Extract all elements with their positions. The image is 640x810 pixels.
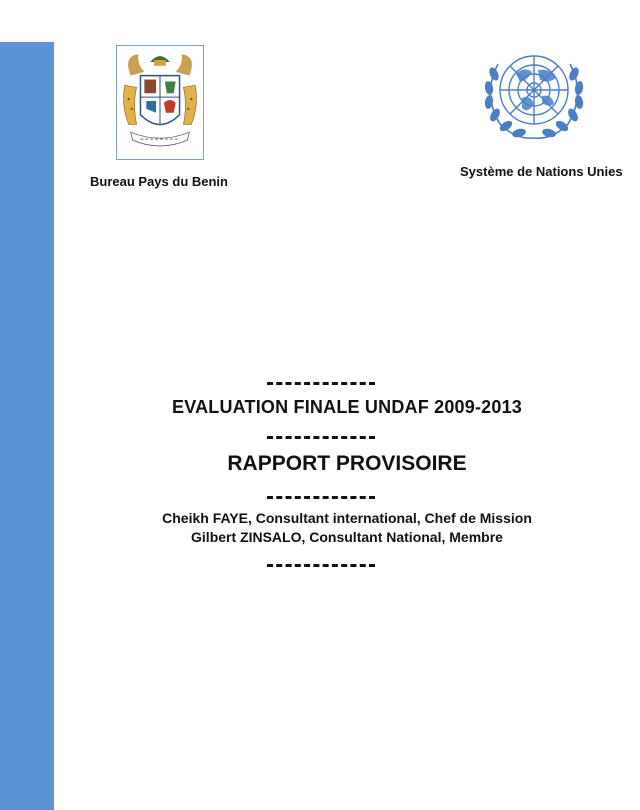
author-line-lead: Cheikh FAYE, Consultant international, Chef de Mission xyxy=(162,510,532,526)
benin-coat-of-arms-logo xyxy=(116,45,204,160)
title-separator xyxy=(267,564,375,567)
title-separator xyxy=(267,436,375,439)
title-separator xyxy=(267,496,375,499)
decorative-side-bar xyxy=(0,42,54,810)
author-line-member: Gilbert ZINSALO, Consultant National, Membre xyxy=(191,529,503,545)
title-separator xyxy=(267,382,375,385)
document-title: EVALUATION FINALE UNDAF 2009-2013 xyxy=(172,397,522,417)
right-org-caption: Système de Nations Unies xyxy=(460,164,623,179)
document-status: RAPPORT PROVISOIRE xyxy=(227,452,467,475)
left-org-caption: Bureau Pays du Benin xyxy=(90,174,228,189)
un-emblem-logo xyxy=(476,44,592,142)
